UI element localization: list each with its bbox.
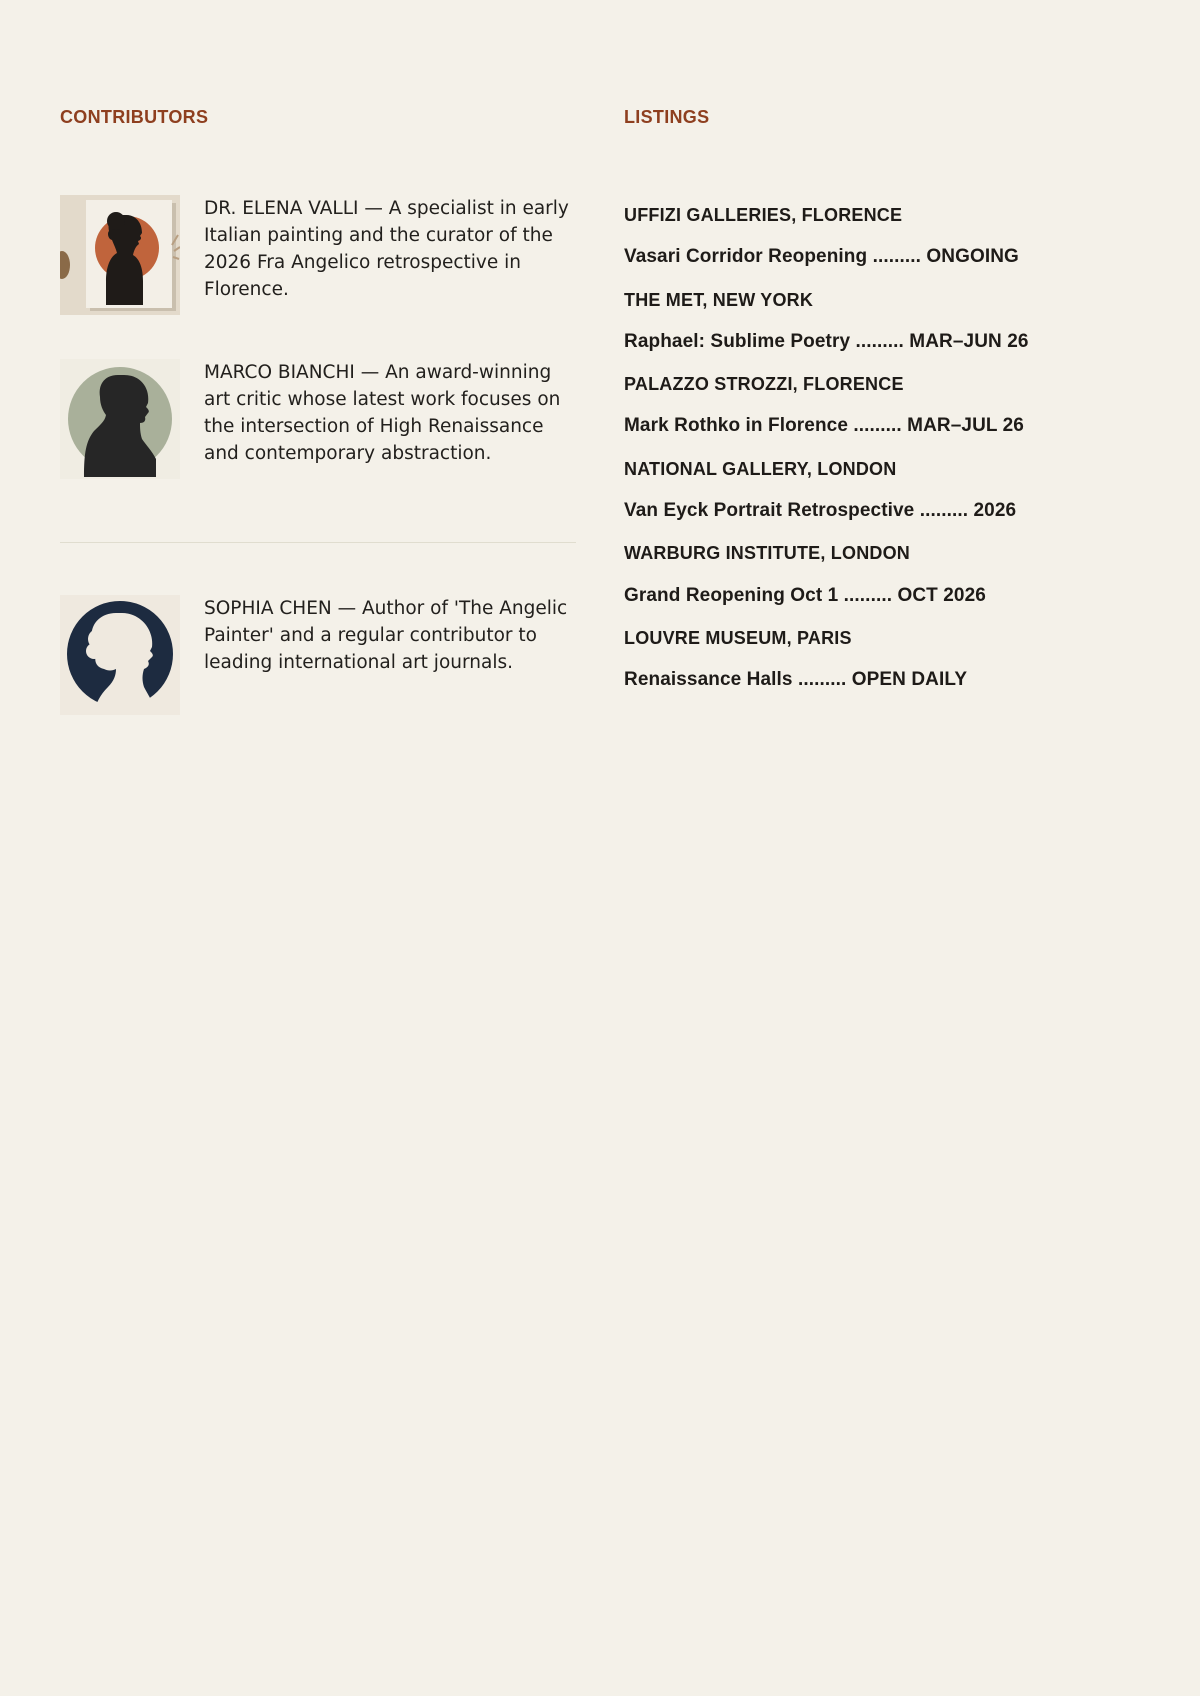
contributor-bio: DR. ELENA VALLI — A specialist in early Italian painting and the curator of the 2026 Fra Angelico retrospective in Florence.: [204, 198, 569, 300]
contributors-column: [60, 104, 576, 673]
listings-list: [624, 202, 1164, 710]
contributor-bio: SOPHIA CHEN — Author of 'The Angelic Painter' and a regular contributor to leading international art journals.: [204, 598, 568, 673]
event-line: Renaissance Halls ......... OPEN DAILY: [624, 669, 968, 691]
man-silhouette-profile-icon: [60, 359, 180, 479]
venue-name: UFFIZI GALLERIES, FLORENCE: [624, 205, 903, 225]
venue-name: WARBURG INSTITUTE, LONDON: [624, 543, 910, 564]
event-line: Van Eyck Portrait Retrospective ......... 2026: [624, 500, 1017, 522]
woman-silhouette-on-canvas-icon: [60, 195, 180, 315]
section-divider: [60, 542, 576, 543]
contributor-card: [60, 595, 576, 720]
contributor-card: [60, 359, 576, 484]
event-line: Grand Reopening Oct 1 ......... OCT 2026: [624, 584, 986, 606]
listings-column: [624, 104, 1164, 691]
venue-name: NATIONAL GALLERY, LONDON: [624, 458, 897, 479]
woman-silhouette-profile-icon: [60, 595, 180, 715]
venue-name: LOUVRE MUSEUM, PARIS: [624, 627, 852, 648]
event-line: Raphael: Sublime Poetry ......... MAR–JUN 26: [624, 330, 1029, 352]
event-line: Mark Rothko in Florence ......... MAR–JUL 26: [624, 415, 1024, 437]
event-line: Vasari Corridor Reopening ......... ONGOING: [624, 246, 1019, 268]
listings-heading: LISTINGS: [624, 107, 710, 127]
contributors-heading: CONTRIBUTORS: [60, 107, 209, 127]
contributor-card: [60, 195, 576, 320]
venue-name: THE MET, NEW YORK: [624, 289, 814, 310]
venue-name: PALAZZO STROZZI, FLORENCE: [624, 374, 904, 395]
contributor-bio: MARCO BIANCHI — An award-winning art critic whose latest work focuses on the intersection of High Renaissance and contemporary abstraction.: [204, 362, 561, 464]
